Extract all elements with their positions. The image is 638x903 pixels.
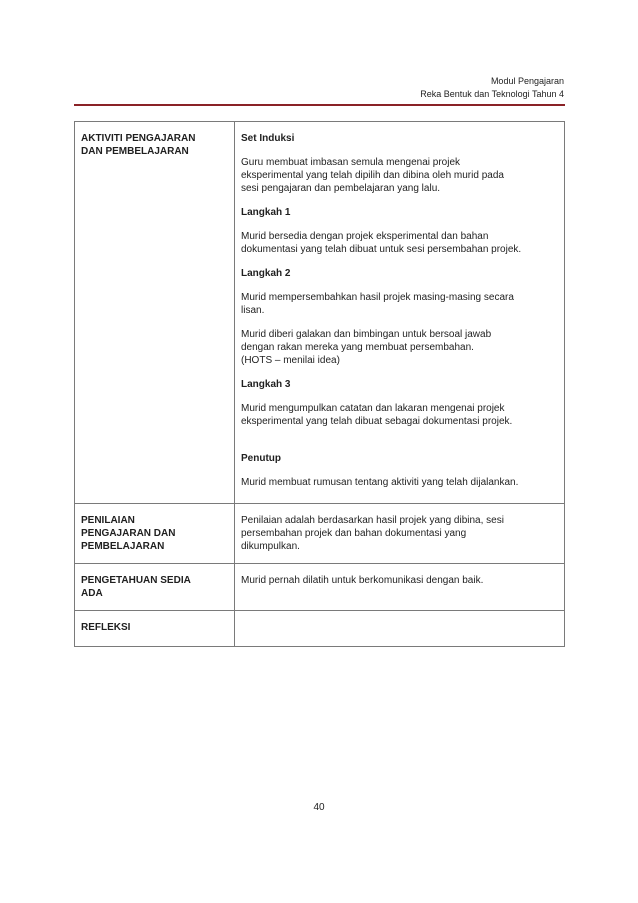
langkah-2-text-2: Murid diberi galakan dan bimbingan untuk bersoal jawab dengan rakan mereka yang membuat persembahan. (HOTS – menilai idea) xyxy=(241,329,492,366)
table-row-assessment xyxy=(75,504,565,564)
reflection-text xyxy=(235,611,565,647)
langkah-2-heading: Langkah 2 xyxy=(241,268,291,279)
page-header xyxy=(420,75,564,101)
langkah-2-text-1: Murid mempersembahkan hasil projek masing-masing secara lisan. xyxy=(241,292,514,316)
table-row-activities xyxy=(75,122,565,504)
header-rule xyxy=(74,104,565,106)
activities-content xyxy=(235,122,565,504)
page-number: 40 xyxy=(313,802,325,813)
prior-knowledge-text: Murid pernah dilatih untuk berkomunikasi dengan baik. xyxy=(235,564,565,611)
penutup-text: Murid membuat rumusan tentang aktiviti yang telah dijalankan. xyxy=(241,477,519,488)
langkah-1-text: Murid bersedia dengan projek eksperimental dan bahan dokumentasi yang telah dibuat untuk sesi persembahan projek. xyxy=(241,231,522,255)
langkah-3-text: Murid mengumpulkan catatan dan lakaran mengenai projek eksperimental yang telah dibuat sebagai dokumentasi projek. xyxy=(241,403,513,427)
assessment-text: Penilaian adalah berdasarkan hasil projek yang dibina, sesi persembahan projek dan bahan dokumentasi yang dikumpulkan. xyxy=(235,504,565,564)
langkah-1-heading: Langkah 1 xyxy=(241,207,291,218)
table-row-reflection xyxy=(75,611,565,647)
set-induksi-text: Guru membuat imbasan semula mengenai projek eksperimental yang telah dipilih dan dibina oleh murid pada sesi pengajaran dan pembelajaran yang lalu. xyxy=(241,157,504,194)
subject-title: Reka Bentuk dan Teknologi Tahun 4 xyxy=(420,89,564,99)
penutup-heading: Penutup xyxy=(241,453,281,464)
langkah-3-heading: Langkah 3 xyxy=(241,379,291,390)
row-label-reflection: REFLEKSI xyxy=(75,611,235,647)
lesson-plan-table xyxy=(74,121,565,647)
set-induksi-heading: Set Induksi xyxy=(241,133,295,144)
row-label-activities: AKTIVITI PENGAJARAN DAN PEMBELAJARAN xyxy=(75,122,235,504)
row-label-prior-knowledge: PENGETAHUAN SEDIA ADA xyxy=(75,564,235,611)
module-title: Modul Pengajaran xyxy=(490,76,564,86)
row-label-assessment: PENILAIAN PENGAJARAN DAN PEMBELAJARAN xyxy=(75,504,235,564)
table-row-prior-knowledge xyxy=(75,564,565,611)
